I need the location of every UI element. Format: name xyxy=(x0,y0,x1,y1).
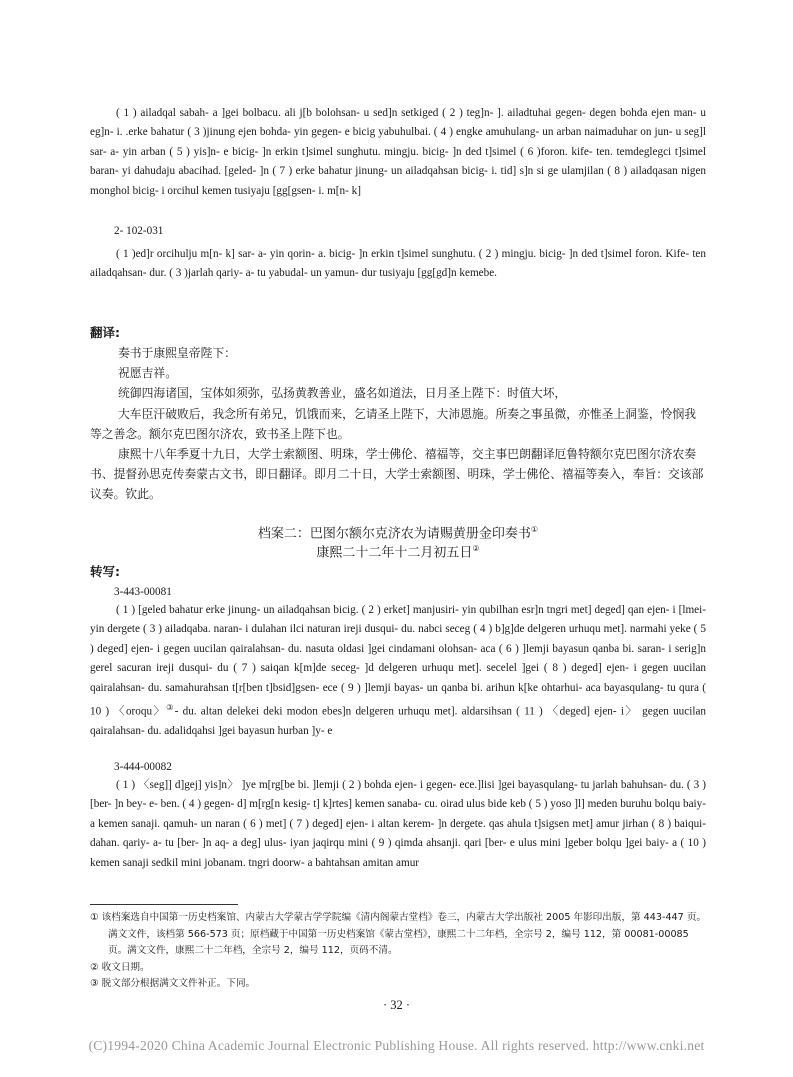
translation-line: 统御四海诸国，宝体如须弥，弘扬黄教善业，盛名如道法，日月圣上陛下：时值大坏， xyxy=(118,386,567,401)
translation-line: 康熙十八年季夏十九日，大学士索额图、明珠，学士佛伦、禧福等，交主事巴朗翻译厄鲁特额尔克巴图尔济农奏书、提督孙思克传奏蒙古文书，即日翻译。即月二十日，大学士索额图、明珠，学士佛伦、禧福等奏入，奉旨：交该部议奏。钦此。 xyxy=(90,447,704,502)
footnote-marker: ① xyxy=(530,525,539,534)
archive-code: 3-443-00081 xyxy=(114,586,172,598)
archive-date-text: 康熙二十二年十二月初五日 xyxy=(316,545,473,561)
footnote-marker: ② xyxy=(472,544,480,553)
page-number: · 32 · xyxy=(382,998,411,1012)
translation-heading: 翻译: xyxy=(90,325,120,340)
archive-title-text: 档案二：巴图尔额尔克济农为请赐黄册金印奏书 xyxy=(257,526,531,542)
copyright-watermark: (C)1994-2020 China Academic Journal Electronic Publishing House. All rights reserved. http://www.cnki.net xyxy=(88,1038,705,1053)
archive-code: 2- 102-031 xyxy=(114,225,164,237)
translation-line: 奏书于康熙皇帝陛下： xyxy=(118,346,236,360)
archive-code: 3-444-00082 xyxy=(114,761,172,773)
footnotes xyxy=(90,910,706,993)
transcription-text: ( 1 ) [geled bahatur erke jinung- un ailadqahsan bicig. ( 2 ) erket] manjusiri- yin qubilhan esr]n tngri met] deged] qan ejen- i [lmei- yin dergete ( 3 ) ailadqaba. naran- i dulahan ilci naturan ireji dusqui- du. nabci seceg ( 4 ) b]g]de delgeren urhuqu met]. narmahi yeke ( 5 ) deged] ejen- i gegen uucilan qairalahsan- du. nasuta oldasi ]gei cindamani olohsan- aca ( 6 ) ]lemji bayasun qanba bi. saran- i serig]n gerel sacuran ireji dusqui- du ( 7 ) saiqan k[m]de seceg- ]d delgeren urhuqu met]. secelel ]gei ( 8 ) deged] ejen- i gegen uucilan qairalahsan- du. samahurahsan t[r[ben t]bsid]gsen- ece ( 9 ) ]lemji bayas- un qanba bi. arihun k[ke ohtarhui- aca bayasqulang- tu qura ( 10 ) 〈oroqu〉 xyxy=(90,604,706,718)
footnote: ③ 脱文部分根据满文文件补正。下同。 xyxy=(90,978,256,990)
footnote-marker: ③ xyxy=(166,703,175,713)
footnote: ① 该档案选自中国第一历史档案馆、内蒙古大学蒙古学学院编《清内阁蒙古堂档》卷三，内蒙古大学出版社 2005 年影印出版，第 443-447 页。满文文件，该档第 566-573 页；原档藏于中国第一历史档案馆《蒙古堂档》，康熙二十二年档，全宗号 2，编号 112，第 00081-00085 页。满文文件，康熙二十二年档，全宗号 2，编号 112，页码不清。 xyxy=(90,912,707,957)
translation-body xyxy=(90,343,706,505)
transcription-heading: 转写: xyxy=(90,564,120,579)
footnote-divider xyxy=(90,904,238,905)
transcription-paragraph: ( 1 )ed]r orcihulju m[n- k] sar- a- yin qorin- a. bicig- ]n erkin t]simel sunghutu. ( 2 ) mingju. bicig- ]n ded t]simel foron. Kife- ten ailadqahsan- dur. ( 3 )jarlah qariy- a- tu yabudal- un yamun- dur tusiyaju [gg[gd]n kemebe. xyxy=(90,248,706,280)
translation-line: 大车臣汗破败后，我念所有弟兄，饥饿而来，乞请圣上陛下，大沛恩施。所奏之事虽微，亦惟圣上洞鉴，怜悯我等之善念。额尔克巴图尔济农，致书圣上陛下也。 xyxy=(90,406,697,441)
transcription-paragraph xyxy=(90,601,706,742)
footnote: ② 收文日期。 xyxy=(90,961,150,973)
transcription-paragraph: ( 1 ) 〈seg]] d]gej] yis]n〉 ]ye m[rg[be bi. ]lemji ( 2 ) bohda ejen- i gegen- ece.]lisi ]gei bayasqulang- tu jarlah bahuhsan- du. ( 3 ) [ber- ]n bey- e- ben. ( 4 ) gegen- d] m[rg[n kesig- t] k]rtes] kemen sanaba- cu. oirad ulus bide keb ( 5 ) yoso ]l] meden buruhu bolqu baiy- a kemen sanaji. qamuh- un naran ( 6 ) met] ( 7 ) deged] ejen- i altan kerem- ]n dergete. qas ahula t]sigsen met] amur jirhan ( 8 ) baiqui- dahan. qariy- a- tu [ber- ]n aq- a deg] ulus- iyan jaqirqu mini ( 9 ) qimda ahsanji. qari [ber- e ulus mini ]geber bolqu ]gei baiy- a ( 10 ) kemen sanaji sedkil mini jobanam. tngri doorw- a bahtahsan amitan amur xyxy=(90,779,706,869)
transcription-text: - du. altan delekei deki modon ebes]n delgeren urhuqu met]. aldarsihsan ( 11 ) 〈deged] ejen- i〉 gegen uucilan qairalahsan- du. adalidqahsi ]gei bayasun hurban ]y- e xyxy=(90,705,707,738)
translation-line: 祝愿吉祥。 xyxy=(118,366,177,381)
transcription-paragraph: ( 1 ) ailadqal sabah- a ]gei bolbacu. ali j[b bolohsan- u sed]n setkiged ( 2 ) teg]n- ]. ailadtuhai gegen- degen bohda ejen man- u eg]n- i. .erke bahatur ( 3 )jinung ejen bohda- yin gegen- e bicig yabuhulbai. ( 4 ) engke amuhulang- un arban naimaduhar on jun- u seg]l sar- a- yin arban ( 5 ) yis]n- e bicig- ]n erkin t]simel sunghutu. mingju. bicig- ]n ded t]simel ( 6 )foron. kife- ten. temdeglegci t]simel baran- yi dahudaju abacihad. [geled- ]n ( 7 ) erke bahatur jinung- un ailadqahsan bicig- i. tid] s]n si ge ulamjilan ( 8 ) ailadqasan nigen monghol bicig- i orcihul kemen tusiyaju [gg[gsen- i. m[n- k] xyxy=(90,107,706,197)
archive-date xyxy=(90,540,706,562)
